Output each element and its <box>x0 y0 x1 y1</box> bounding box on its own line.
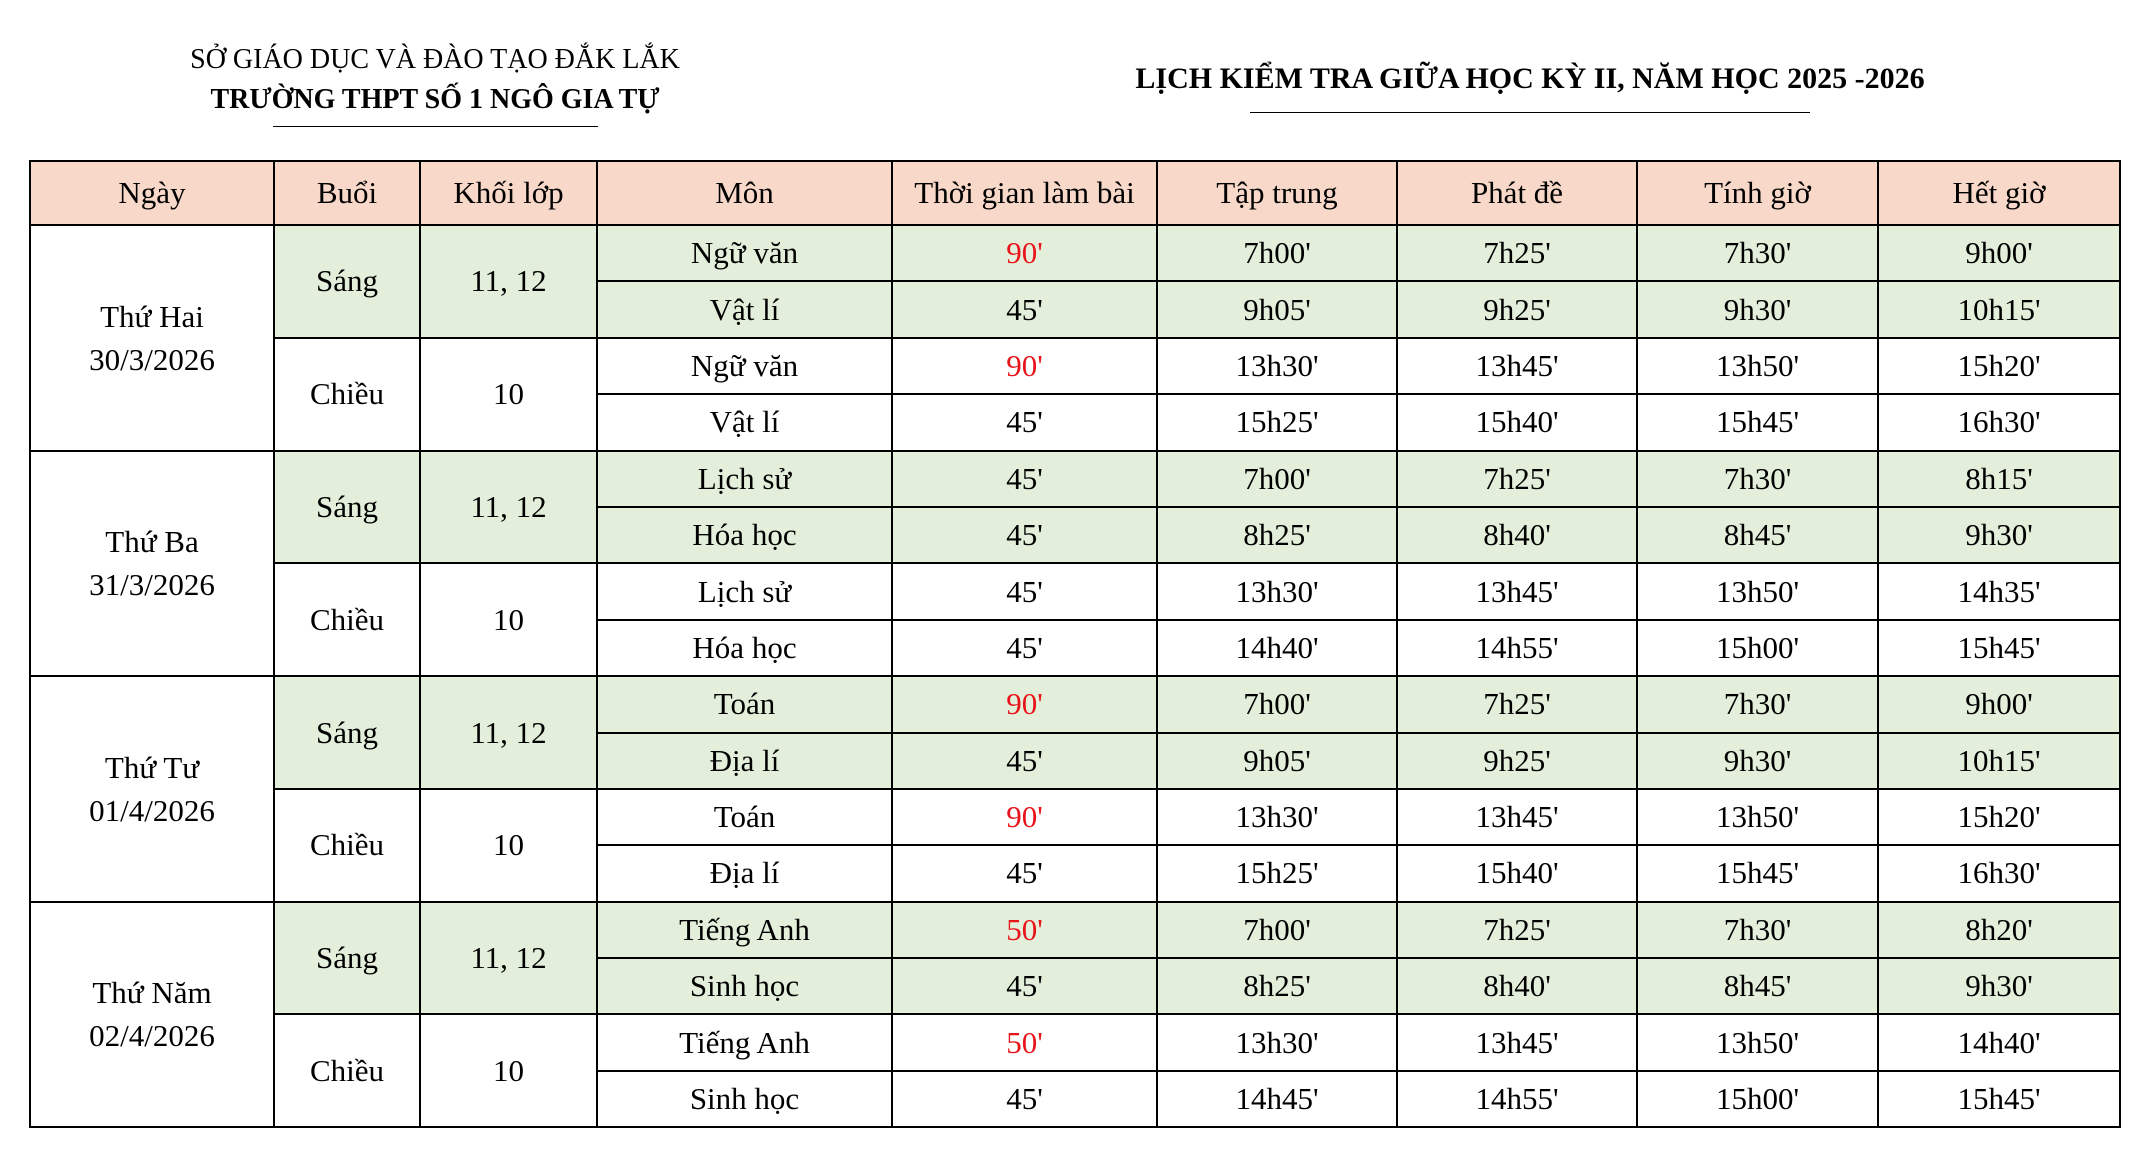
start-time-cell: 15h45' <box>1637 394 1878 450</box>
grade-cell: 10 <box>420 563 597 676</box>
end-time-cell: 14h40' <box>1878 1014 2120 1070</box>
day-date: 01/4/2026 <box>89 792 215 828</box>
end-time-cell: 15h20' <box>1878 789 2120 845</box>
table-row <box>30 563 2120 619</box>
duration-cell: 45' <box>892 845 1157 901</box>
distribute-time-cell: 7h25' <box>1397 902 1637 958</box>
gather-time-cell: 15h25' <box>1157 845 1397 901</box>
gather-time-cell: 8h25' <box>1157 958 1397 1014</box>
table-row <box>30 451 2120 507</box>
document-title: LỊCH KIỂM TRA GIỮA HỌC KỲ II, NĂM HỌC 2025 -2026 <box>1135 62 1925 95</box>
distribute-time-cell: 13h45' <box>1397 789 1637 845</box>
duration-cell: 90' <box>892 338 1157 394</box>
start-time-cell: 15h00' <box>1637 620 1878 676</box>
col-header-tinh-gio: Tính giờ <box>1637 161 1878 225</box>
session-cell: Sáng <box>274 902 420 1015</box>
end-time-cell: 9h00' <box>1878 225 2120 281</box>
exam-schedule-table <box>29 160 2121 1128</box>
start-time-cell: 15h00' <box>1637 1071 1878 1127</box>
document-header <box>1040 58 2020 113</box>
session-cell: Chiều <box>274 789 420 902</box>
subject-cell: Ngữ văn <box>597 338 892 394</box>
col-header-mon: Môn <box>597 161 892 225</box>
end-time-cell: 15h45' <box>1878 620 2120 676</box>
day-date: 30/3/2026 <box>89 341 215 377</box>
start-time-cell: 9h30' <box>1637 733 1878 789</box>
duration-cell: 45' <box>892 958 1157 1014</box>
session-cell: Sáng <box>274 225 420 338</box>
distribute-time-cell: 15h40' <box>1397 845 1637 901</box>
day-cell <box>30 225 274 451</box>
duration-cell: 50' <box>892 1014 1157 1070</box>
duration-cell: 90' <box>892 789 1157 845</box>
day-date: 02/4/2026 <box>89 1018 215 1054</box>
start-time-cell: 7h30' <box>1637 676 1878 732</box>
subject-cell: Sinh học <box>597 1071 892 1127</box>
subject-cell: Hóa học <box>597 620 892 676</box>
schedule-body <box>30 225 2120 1127</box>
duration-cell: 90' <box>892 676 1157 732</box>
start-time-cell: 13h50' <box>1637 1014 1878 1070</box>
gather-time-cell: 7h00' <box>1157 225 1397 281</box>
subject-cell: Vật lí <box>597 394 892 450</box>
start-time-cell: 7h30' <box>1637 451 1878 507</box>
end-time-cell: 8h15' <box>1878 451 2120 507</box>
end-time-cell: 16h30' <box>1878 394 2120 450</box>
table-row <box>30 225 2120 281</box>
department-name: SỞ GIÁO DỤC VÀ ĐÀO TẠO ĐẮK LẮK <box>190 44 680 75</box>
distribute-time-cell: 9h25' <box>1397 733 1637 789</box>
subject-cell: Hóa học <box>597 507 892 563</box>
duration-cell: 45' <box>892 394 1157 450</box>
table-row <box>30 902 2120 958</box>
distribute-time-cell: 8h40' <box>1397 507 1637 563</box>
grade-cell: 11, 12 <box>420 225 597 338</box>
subject-cell: Toán <box>597 676 892 732</box>
table-row <box>30 1014 2120 1070</box>
table-row <box>30 789 2120 845</box>
gather-time-cell: 7h00' <box>1157 902 1397 958</box>
distribute-time-cell: 7h25' <box>1397 676 1637 732</box>
distribute-time-cell: 13h45' <box>1397 563 1637 619</box>
subject-cell: Lịch sử <box>597 451 892 507</box>
end-time-cell: 15h20' <box>1878 338 2120 394</box>
subject-cell: Lịch sử <box>597 563 892 619</box>
subject-cell: Ngữ văn <box>597 225 892 281</box>
end-time-cell: 10h15' <box>1878 281 2120 337</box>
session-cell: Chiều <box>274 1014 420 1127</box>
col-header-buoi: Buổi <box>274 161 420 225</box>
end-time-cell: 16h30' <box>1878 845 2120 901</box>
grade-cell: 10 <box>420 338 597 451</box>
distribute-time-cell: 14h55' <box>1397 1071 1637 1127</box>
distribute-time-cell: 9h25' <box>1397 281 1637 337</box>
day-cell <box>30 902 274 1128</box>
table-header-row <box>30 161 2120 225</box>
subject-cell: Tiếng Anh <box>597 1014 892 1070</box>
gather-time-cell: 7h00' <box>1157 676 1397 732</box>
subject-cell: Địa lí <box>597 845 892 901</box>
end-time-cell: 9h30' <box>1878 507 2120 563</box>
day-name: Thứ Hai <box>100 298 204 334</box>
distribute-time-cell: 7h25' <box>1397 225 1637 281</box>
day-cell <box>30 451 274 677</box>
start-time-cell: 15h45' <box>1637 845 1878 901</box>
school-name: TRƯỜNG THPT SỐ 1 NGÔ GIA TỰ <box>210 84 660 115</box>
start-time-cell: 8h45' <box>1637 507 1878 563</box>
subject-cell: Toán <box>597 789 892 845</box>
gather-time-cell: 14h45' <box>1157 1071 1397 1127</box>
duration-cell: 45' <box>892 1071 1157 1127</box>
grade-cell: 11, 12 <box>420 451 597 564</box>
distribute-time-cell: 13h45' <box>1397 338 1637 394</box>
duration-cell: 45' <box>892 563 1157 619</box>
gather-time-cell: 13h30' <box>1157 563 1397 619</box>
gather-time-cell: 14h40' <box>1157 620 1397 676</box>
school-underline <box>273 126 598 127</box>
session-cell: Sáng <box>274 451 420 564</box>
day-name: Thứ Năm <box>92 975 212 1011</box>
start-time-cell: 7h30' <box>1637 225 1878 281</box>
distribute-time-cell: 7h25' <box>1397 451 1637 507</box>
end-time-cell: 9h00' <box>1878 676 2120 732</box>
gather-time-cell: 7h00' <box>1157 451 1397 507</box>
duration-cell: 45' <box>892 281 1157 337</box>
col-header-tap-trung: Tập trung <box>1157 161 1397 225</box>
grade-cell: 10 <box>420 789 597 902</box>
start-time-cell: 9h30' <box>1637 281 1878 337</box>
day-date: 31/3/2026 <box>89 567 215 603</box>
end-time-cell: 15h45' <box>1878 1071 2120 1127</box>
distribute-time-cell: 14h55' <box>1397 620 1637 676</box>
subject-cell: Vật lí <box>597 281 892 337</box>
end-time-cell: 10h15' <box>1878 733 2120 789</box>
subject-cell: Địa lí <box>597 733 892 789</box>
grade-cell: 11, 12 <box>420 676 597 789</box>
gather-time-cell: 15h25' <box>1157 394 1397 450</box>
subject-cell: Tiếng Anh <box>597 902 892 958</box>
col-header-khoi-lop: Khối lớp <box>420 161 597 225</box>
gather-time-cell: 13h30' <box>1157 338 1397 394</box>
gather-time-cell: 8h25' <box>1157 507 1397 563</box>
duration-cell: 45' <box>892 620 1157 676</box>
day-name: Thứ Ba <box>105 524 199 560</box>
duration-cell: 45' <box>892 451 1157 507</box>
end-time-cell: 14h35' <box>1878 563 2120 619</box>
grade-cell: 10 <box>420 1014 597 1127</box>
start-time-cell: 13h50' <box>1637 338 1878 394</box>
title-underline <box>1250 112 1810 113</box>
distribute-time-cell: 15h40' <box>1397 394 1637 450</box>
table-row <box>30 676 2120 732</box>
distribute-time-cell: 8h40' <box>1397 958 1637 1014</box>
gather-time-cell: 13h30' <box>1157 789 1397 845</box>
duration-cell: 50' <box>892 902 1157 958</box>
end-time-cell: 9h30' <box>1878 958 2120 1014</box>
session-cell: Chiều <box>274 563 420 676</box>
day-name: Thứ Tư <box>104 749 200 785</box>
duration-cell: 45' <box>892 733 1157 789</box>
school-header <box>150 40 720 127</box>
gather-time-cell: 13h30' <box>1157 1014 1397 1070</box>
session-cell: Chiều <box>274 338 420 451</box>
table-row <box>30 338 2120 394</box>
col-header-thoi-gian: Thời gian làm bài <box>892 161 1157 225</box>
duration-cell: 45' <box>892 507 1157 563</box>
session-cell: Sáng <box>274 676 420 789</box>
gather-time-cell: 9h05' <box>1157 281 1397 337</box>
start-time-cell: 8h45' <box>1637 958 1878 1014</box>
day-cell <box>30 676 274 902</box>
subject-cell: Sinh học <box>597 958 892 1014</box>
col-header-ngay: Ngày <box>30 161 274 225</box>
end-time-cell: 8h20' <box>1878 902 2120 958</box>
start-time-cell: 13h50' <box>1637 563 1878 619</box>
duration-cell: 90' <box>892 225 1157 281</box>
distribute-time-cell: 13h45' <box>1397 1014 1637 1070</box>
col-header-phat-de: Phát đề <box>1397 161 1637 225</box>
grade-cell: 11, 12 <box>420 902 597 1015</box>
start-time-cell: 7h30' <box>1637 902 1878 958</box>
col-header-het-gio: Hết giờ <box>1878 161 2120 225</box>
start-time-cell: 13h50' <box>1637 789 1878 845</box>
gather-time-cell: 9h05' <box>1157 733 1397 789</box>
